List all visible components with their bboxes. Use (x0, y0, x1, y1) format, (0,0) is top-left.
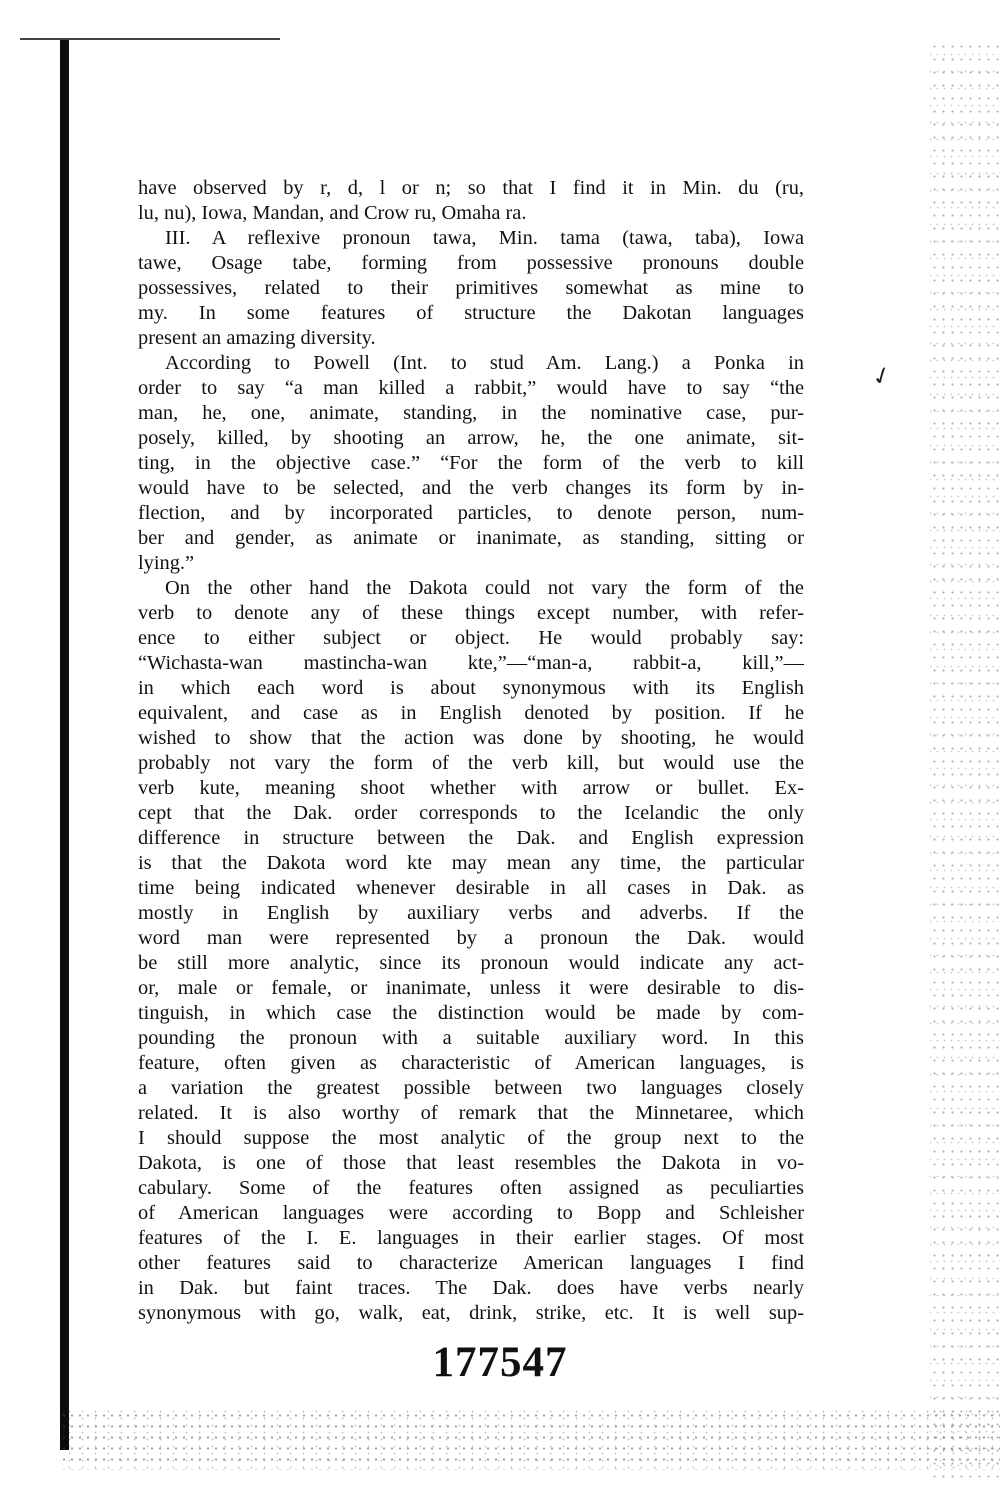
text-line: cabulary. Some of the features often assigned as peculiarties (138, 1177, 804, 1199)
text-line: is that the Dakota word kte may mean any time, the particular (138, 852, 804, 874)
text-line: I should suppose the most analytic of the group next to the (138, 1127, 804, 1149)
text-line: order to say “a man killed a rabbit,” would have to say “the (138, 377, 804, 399)
text-line: would have to be selected, and the verb changes its form by in- (138, 477, 804, 499)
text-line: equivalent, and case as in English denoted by position. If he (138, 702, 804, 724)
text-line: lying.” (138, 552, 195, 574)
text-line: my. In some features of structure the Dakotan languages (138, 302, 804, 324)
text-line: ence to either subject or object. He would probably say: (138, 627, 804, 649)
text-line: word man were represented by a pronoun the Dak. would (138, 927, 804, 949)
margin-check-mark: ✓ (868, 361, 897, 393)
text-line: probably not vary the form of the verb kill, but would use the (138, 752, 804, 774)
page-body (138, 176, 804, 1326)
text-line: cept that the Dak. order corresponds to the Icelandic the only (138, 802, 804, 824)
text-line: in Dak. but faint traces. The Dak. does have verbs nearly (138, 1277, 804, 1299)
text-line: verb to denote any of these things except number, with refer- (138, 602, 804, 624)
text-line: possessives, related to their primitives somewhat as mine to (138, 277, 804, 299)
text-line: ber and gender, as animate or inanimate, as standing, sitting or (138, 527, 804, 549)
text-line: tawe, Osage tabe, forming from possessive pronouns double (138, 252, 804, 274)
text-line: “Wichasta-wan mastincha-wan kte,”—“man-a, rabbit-a, kill,”— (138, 652, 804, 674)
text-line: ting, in the objective case.” “For the form of the verb to kill (138, 452, 804, 474)
text-line: in which each word is about synonymous with its English (138, 677, 804, 699)
text-line: difference in structure between the Dak. and English expression (138, 827, 804, 849)
text-line: lu, nu), Iowa, Mandan, and Crow ru, Omaha ra. (138, 202, 527, 224)
text-line: On the other hand the Dakota could not vary the form of the (165, 577, 804, 599)
text-line: related. It is also worthy of remark that the Minnetaree, which (138, 1102, 804, 1124)
text-line: Dakota, is one of those that least resembles the Dakota in vo- (138, 1152, 804, 1174)
scan-noise-right (930, 40, 1000, 1480)
scan-left-edge (60, 40, 69, 1450)
text-line: posely, killed, by shooting an arrow, he, the one animate, sit- (138, 427, 804, 449)
text-line: or, male or female, or inanimate, unless it were desirable to dis- (138, 977, 804, 999)
text-line: pounding the pronoun with a suitable auxiliary word. In this (138, 1027, 804, 1049)
page-number: 177547 (432, 1339, 568, 1386)
text-line: According to Powell (Int. to stud Am. Lang.) a Ponka in (165, 352, 804, 374)
text-line: synonymous with go, walk, eat, drink, strike, etc. It is well sup- (138, 1302, 804, 1324)
scan-noise-bottom (60, 1410, 1000, 1470)
text-line: a variation the greatest possible between two languages closely (138, 1077, 804, 1099)
scan-top-edge (20, 38, 280, 40)
text-line: have observed by r, d, l or n; so that I find it in Min. du (ru, (138, 177, 804, 199)
text-line: flection, and by incorporated particles, to denote person, num- (138, 502, 804, 524)
text-line: wished to show that the action was done by shooting, he would (138, 727, 804, 749)
text-line: man, he, one, animate, standing, in the nominative case, pur- (138, 402, 804, 424)
text-line: other features said to characterize American languages I find (138, 1252, 804, 1274)
text-line: time being indicated whenever desirable in all cases in Dak. as (138, 877, 804, 899)
text-line: be still more analytic, since its pronoun would indicate any act- (138, 952, 804, 974)
text-line: present an amazing diversity. (138, 327, 376, 349)
text-line: III. A reflexive pronoun tawa, Min. tama (tawa, taba), Iowa (165, 227, 804, 249)
text-line: of American languages were according to Bopp and Schleisher (138, 1202, 804, 1224)
text-line: mostly in English by auxiliary verbs and adverbs. If the (138, 902, 804, 924)
text-line: tinguish, in which case the distinction would be made by com- (138, 1002, 804, 1024)
text-line: verb kute, meaning shoot whether with arrow or bullet. Ex- (138, 777, 804, 799)
text-line: feature, often given as characteristic of American languages, is (138, 1052, 804, 1074)
text-line: features of the I. E. languages in their earlier stages. Of most (138, 1227, 804, 1249)
